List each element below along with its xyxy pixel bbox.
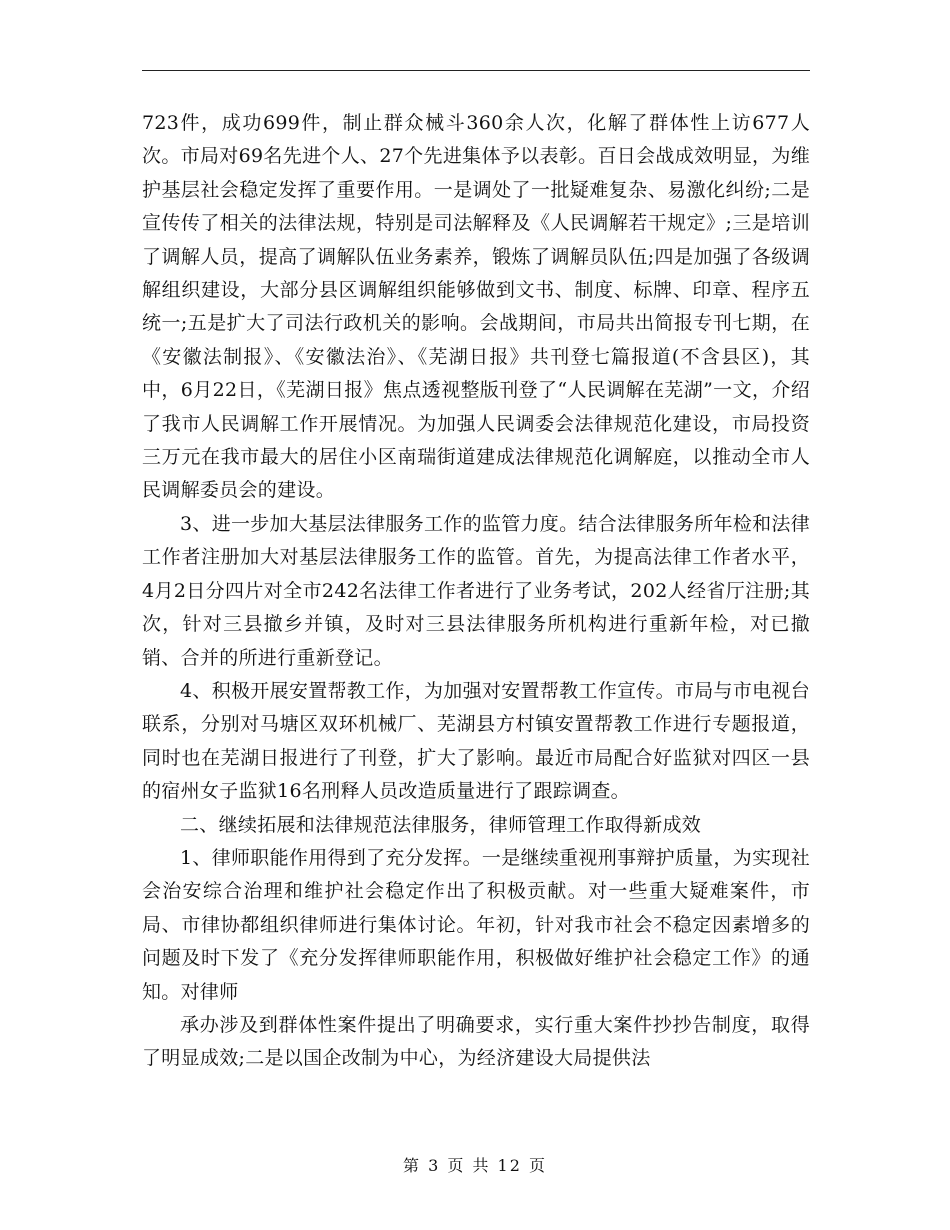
paragraph-6: 承办涉及到群体性案件提出了明确要求，实行重大案件抄抄告制度，取得了明显成效;二是以国企改制为中心，为经济建设大局提供法: [142, 1013, 810, 1070]
paragraph-3: 4、积极开展安置帮教工作，为加强对安置帮教工作宣传。市局与市电视台联系，分别对马塘区双环机械厂、芜湖县方村镇安置帮教工作进行专题报道，同时也在芜湖日报进行了刊登，扩大了影响。最近市局配合好监狱对四区一县的宿州女子监狱16名刑释人员改造质量进行了跟踪调查。: [142, 679, 810, 803]
paragraph-1: 723件，成功699件，制止群众械斗360余人次，化解了群体性上访677人次。市局对69名先进个人、27个先进集体予以表彰。百日会战成效明显，为维护基层社会稳定发挥了重要作用。一是调处了一批疑难复杂、易激化纠纷;二是宣传传了相关的法律法规，特别是司法解释及《人民调解若干规定》;三是培训了调解人员，提高了调解队伍业务素养，锻炼了调解员队伍;四是加强了各级调解组织建设，大部分县区调解组织能够做到文书、制度、标牌、印章、程序五统一;五是扩大了司法行政机关的影响。会战期间，市局共出简报专刊七期，在《安徽法制报》、《安徽法治》、《芜湖日报》共刊登七篇报道(不含县区)，其中，6月22日，《芜湖日报》焦点透视整版刊登了“人民调解在芜湖”一文，介绍了我市人民调解工作开展情况。为加强人民调委会法律规范化建设，市局投资三万元在我市最大的居住小区南瑞街道建成法律规范化调解庭，以推动全市人民调解委员会的建设。: [142, 112, 810, 502]
document-body: [142, 107, 810, 1076]
page-number: 第 3 页 共 12 页: [403, 1156, 547, 1175]
paragraph-5: 1、律师职能作用得到了充分发挥。一是继续重视刑事辩护质量，为实现社会治安综合治理和维护社会稳定作出了积极贡献。对一些重大疑难案件，市局、市律协都组织律师进行集体讨论。年初，针对我市社会不稳定因素增多的问题及时下发了《充分发挥律师职能作用，积极做好维护社会稳定工作》的通知。对律师: [142, 846, 810, 1003]
paragraph-2: 3、进一步加大基层法律服务工作的监管力度。结合法律服务所年检和法律工作者注册加大对基层法律服务工作的监管。首先，为提高法律工作者水平，4月2日分四片对全市242名法律工作者进行了业务考试，202人经省厅注册;其次，针对三县撤乡并镇，及时对三县法律服务所机构进行重新年检，对已撤销、合并的所进行重新登记。: [142, 512, 810, 669]
header-rule: [142, 70, 810, 71]
section-heading: 二、继续拓展和法律规范法律服务，律师管理工作取得新成效: [180, 813, 702, 836]
